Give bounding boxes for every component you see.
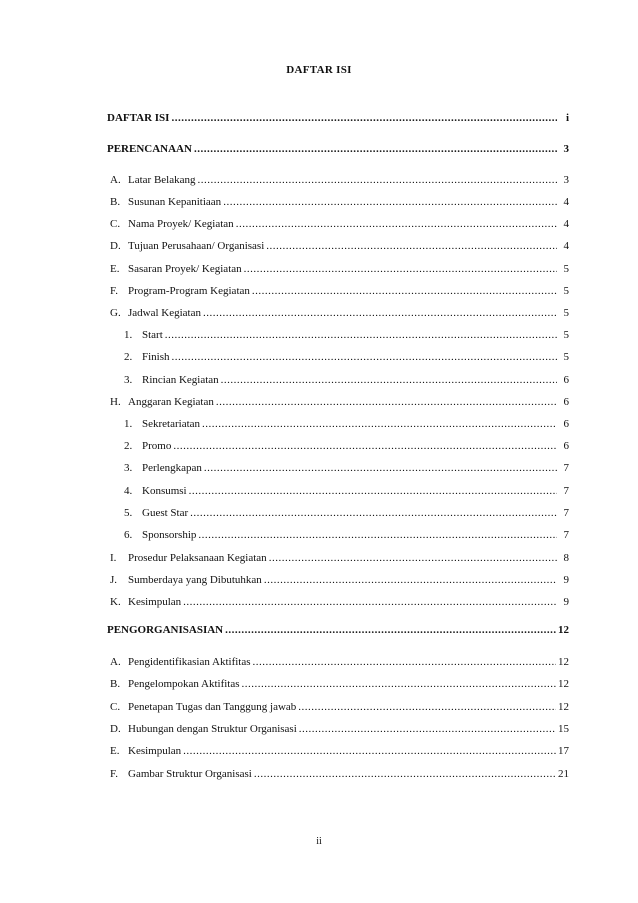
- toc-entry-text: Sekretariatan: [142, 418, 201, 430]
- toc-entry-label: [110, 305, 201, 321]
- toc-entry-text: PERENCANAAN: [107, 143, 192, 155]
- toc-entry-text: Pengidentifikasian Aktifitas: [128, 656, 251, 668]
- dot-leader: [242, 676, 556, 692]
- toc-entry-page-number: 5: [563, 329, 569, 341]
- toc-entry-text: Jadwal Kegiatan: [128, 307, 201, 319]
- dot-leader: [198, 172, 558, 188]
- toc-entry-page-number: 5: [563, 351, 569, 363]
- dot-leader: [266, 238, 557, 254]
- toc-entry-text: Penetapan Tugas dan Tanggung jawab: [128, 701, 297, 713]
- toc-entry-marker: 2.: [124, 440, 133, 452]
- toc-entry[interactable]: [110, 172, 569, 188]
- toc-entry[interactable]: [110, 238, 569, 254]
- toc-entry-marker: D.: [110, 240, 121, 252]
- dot-leader: [244, 261, 557, 277]
- toc-entry-label: [110, 572, 262, 588]
- toc-entry-label: [110, 699, 296, 715]
- toc-entry-text: Start: [142, 329, 163, 341]
- toc-entry-page-number: i: [565, 112, 569, 124]
- dot-leader: [173, 438, 557, 454]
- dot-leader: [254, 766, 556, 782]
- toc-entry-page-number: 7: [563, 507, 569, 519]
- toc-entry-label: [110, 766, 252, 782]
- toc-entry[interactable]: [110, 394, 569, 410]
- toc-entry-page-number: 17: [558, 745, 569, 757]
- toc-entry-marker: I.: [110, 552, 117, 564]
- toc-entry-label: [124, 438, 171, 454]
- toc-entry-marker: 3.: [124, 374, 133, 386]
- toc-entry-text: Konsumsi: [142, 485, 187, 497]
- toc-entry-marker: F.: [110, 768, 118, 780]
- toc-entry-marker: G.: [110, 307, 121, 319]
- toc-entry[interactable]: [110, 699, 569, 715]
- dot-leader: [190, 505, 557, 521]
- toc-entry-text: Guest Star: [142, 507, 189, 519]
- toc-entry-text: Promo: [142, 440, 172, 452]
- toc-entry-marker: C.: [110, 701, 121, 713]
- toc-entry-label: [124, 505, 188, 521]
- toc-entry-text: Finish: [142, 351, 170, 363]
- toc-entry-marker: B.: [110, 196, 121, 208]
- dot-leader: [216, 394, 557, 410]
- toc-entry[interactable]: [110, 305, 569, 321]
- toc-entry-page-number: 12: [558, 624, 569, 636]
- toc-entry-text: Program-Program Kegiatan: [128, 285, 250, 297]
- toc-entry[interactable]: [124, 527, 569, 543]
- toc-entry[interactable]: [107, 141, 569, 157]
- toc-entry-label: [124, 372, 219, 388]
- toc-entry-text: Sasaran Proyek/ Kegiatan: [128, 263, 242, 275]
- toc-entry-text: Prosedur Pelaksanaan Kegiatan: [128, 552, 267, 564]
- toc-entry-page-number: 5: [563, 307, 569, 319]
- dot-leader: [298, 699, 556, 715]
- toc-entry-label: [124, 483, 187, 499]
- toc-entry[interactable]: [124, 349, 569, 365]
- toc-entry-label: [124, 327, 163, 343]
- toc-entry-label: [124, 527, 196, 543]
- toc-entry-page-number: 4: [563, 196, 569, 208]
- toc-entry[interactable]: [124, 327, 569, 343]
- toc-entry[interactable]: [110, 594, 569, 610]
- toc-entry[interactable]: [110, 283, 569, 299]
- toc-entry[interactable]: [110, 216, 569, 232]
- toc-entry-marker: 6.: [124, 529, 133, 541]
- toc-entry-label: [110, 261, 242, 277]
- toc-entry[interactable]: [107, 622, 569, 638]
- toc-entry-text: Sumberdaya yang Dibutuhkan: [128, 574, 262, 586]
- toc-entry[interactable]: [124, 438, 569, 454]
- toc-entry-label: [110, 283, 250, 299]
- toc-entry-page-number: 12: [558, 678, 569, 690]
- toc-entry-text: Susunan Kepanitiaan: [128, 196, 222, 208]
- toc-entry-label: [124, 349, 170, 365]
- toc-entry-label: [107, 141, 192, 157]
- dot-leader: [221, 372, 557, 388]
- toc-entry-text: Pengelompokan Aktifitas: [128, 678, 240, 690]
- toc-entry-text: Hubungan dengan Struktur Organisasi: [128, 723, 297, 735]
- page-number-footer: ii: [316, 836, 322, 847]
- toc-entry-page-number: 6: [563, 374, 569, 386]
- dot-leader: [198, 527, 557, 543]
- dot-leader: [189, 483, 557, 499]
- toc-entry-page-number: 5: [563, 285, 569, 297]
- dot-leader: [223, 194, 557, 210]
- toc-entry[interactable]: [110, 550, 569, 566]
- toc-entry-label: [110, 194, 221, 210]
- toc-entry-marker: B.: [110, 678, 121, 690]
- toc-entry-label: [110, 550, 267, 566]
- toc-entry-marker: C.: [110, 218, 121, 230]
- toc-entry-marker: E.: [110, 263, 120, 275]
- dot-leader: [252, 283, 557, 299]
- toc-entry-page-number: 4: [563, 218, 569, 230]
- dot-leader: [269, 550, 557, 566]
- toc-entry-text: Kesimpulan: [128, 745, 182, 757]
- toc-entry-page-number: 4: [563, 240, 569, 252]
- toc-entry-marker: 1.: [124, 329, 133, 341]
- toc-entry-marker: 4.: [124, 485, 133, 497]
- dot-leader: [183, 594, 557, 610]
- toc-entry-marker: 2.: [124, 351, 133, 363]
- toc-entry-label: [110, 654, 251, 670]
- dot-leader: [203, 305, 557, 321]
- toc-entry-label: [110, 721, 297, 737]
- toc-entry-label: [107, 622, 223, 638]
- toc-entry-text: Latar Belakang: [128, 174, 196, 186]
- toc-entry-page-number: 9: [563, 596, 569, 608]
- dot-leader: [183, 743, 556, 759]
- toc-entry-text: Perlengkapan: [142, 462, 202, 474]
- toc-entry[interactable]: [110, 572, 569, 588]
- toc-entry-page-number: 15: [558, 723, 569, 735]
- toc-entry-text: Gambar Struktur Organisasi: [128, 768, 252, 780]
- toc-entry-label: [124, 460, 202, 476]
- toc-entry-text: Kesimpulan: [128, 596, 182, 608]
- toc-entry-text: Anggaran Kegiatan: [128, 396, 214, 408]
- toc-entry-page-number: 6: [563, 440, 569, 452]
- dot-leader: [225, 622, 556, 638]
- toc-entry[interactable]: [110, 743, 569, 759]
- toc-entry-page-number: 12: [558, 701, 569, 713]
- toc-entry[interactable]: [110, 766, 569, 782]
- toc-entry-marker: D.: [110, 723, 121, 735]
- toc-entry-marker: 5.: [124, 507, 133, 519]
- toc-entry-text: Sponsorship: [142, 529, 197, 541]
- dot-leader: [299, 721, 556, 737]
- toc-entry-label: [124, 416, 200, 432]
- toc-entry[interactable]: [110, 261, 569, 277]
- toc-entry-label: [110, 676, 240, 692]
- toc-entry[interactable]: [124, 372, 569, 388]
- toc-entry-text: Rincian Kegiatan: [142, 374, 219, 386]
- toc-entry-text: DAFTAR ISI: [107, 112, 170, 124]
- toc-entry-label: [110, 238, 264, 254]
- toc-entry-page-number: 8: [563, 552, 569, 564]
- toc-entry-marker: A.: [110, 174, 121, 186]
- dot-leader: [202, 416, 557, 432]
- dot-leader: [194, 141, 557, 157]
- toc-entry-marker: F.: [110, 285, 118, 297]
- toc-entry-text: Nama Proyek/ Kegiatan: [128, 218, 234, 230]
- dot-leader: [172, 349, 557, 365]
- toc-entry-text: PENGORGANISASIAN: [107, 624, 224, 636]
- toc-entry-marker: H.: [110, 396, 121, 408]
- toc-entry-page-number: 21: [558, 768, 569, 780]
- toc-entry-page-number: 6: [563, 396, 569, 408]
- dot-leader: [236, 216, 557, 232]
- toc-entry[interactable]: [107, 110, 569, 126]
- toc-entry[interactable]: [110, 676, 569, 692]
- toc-entry[interactable]: [124, 483, 569, 499]
- toc-entry[interactable]: [124, 460, 569, 476]
- toc-entry-marker: J.: [110, 574, 118, 586]
- toc-entry-page-number: 12: [558, 656, 569, 668]
- toc-entry-marker: 3.: [124, 462, 133, 474]
- toc-entry-marker: K.: [110, 596, 121, 608]
- dot-leader: [253, 654, 556, 670]
- toc-entry-label: [110, 743, 181, 759]
- toc-entry-label: [110, 172, 196, 188]
- toc-entry-page-number: 7: [563, 529, 569, 541]
- toc-entry[interactable]: [110, 654, 569, 670]
- toc-entry-page-number: 7: [563, 462, 569, 474]
- toc-entry-page-number: 3: [563, 174, 569, 186]
- dot-leader: [264, 572, 557, 588]
- dot-leader: [171, 110, 557, 126]
- toc-entry[interactable]: [110, 194, 569, 210]
- toc-entry-label: [110, 394, 214, 410]
- toc-entry-label: [107, 110, 169, 126]
- page-title: DAFTAR ISI: [286, 64, 352, 76]
- toc-entry-marker: 1.: [124, 418, 133, 430]
- toc-entry-page-number: 7: [563, 485, 569, 497]
- toc-entry-marker: A.: [110, 656, 121, 668]
- toc-entry-marker: E.: [110, 745, 120, 757]
- toc-entry-label: [110, 216, 234, 232]
- toc-entry-text: Tujuan Perusahaan/ Organisasi: [128, 240, 265, 252]
- toc-entry-page-number: 9: [563, 574, 569, 586]
- toc-entry[interactable]: [124, 505, 569, 521]
- toc-entry-page-number: 6: [563, 418, 569, 430]
- toc-entry-page-number: 3: [563, 143, 569, 155]
- dot-leader: [165, 327, 557, 343]
- toc-entry-label: [110, 594, 181, 610]
- dot-leader: [204, 460, 557, 476]
- toc-entry[interactable]: [124, 416, 569, 432]
- toc-entry[interactable]: [110, 721, 569, 737]
- toc-entry-page-number: 5: [563, 263, 569, 275]
